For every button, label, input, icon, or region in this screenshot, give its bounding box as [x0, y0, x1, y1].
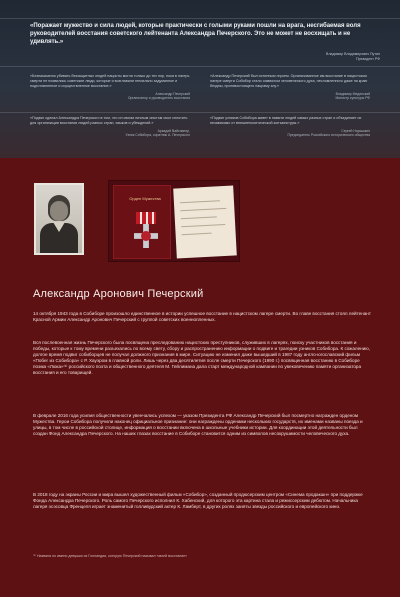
paragraph-recognition: В феврале 2016 года усилия общественности увенчались успехом — указом Президента РФ Александр Печерский был посмертно награжден орденом Мужества. Герои Собибора получили наконец официальное признание: они награждены орденами нескольких государств, их именами названы поезда и улицы, в том числе в российской столице, информация о восстании включена в школьные учебники истории. Для координации этой деятельности был создан Фонд Александра Печерского. На наших глазах восстание в Собиборе становится одним из символов несокрушимости человеческого духа. [33, 413, 363, 436]
quote-block [30, 74, 190, 101]
quote-author: Сергей Нарышкин Председатель Российского исторического общества [287, 129, 370, 138]
quote-author: Владимир Мединский Министр культуры РФ [335, 92, 370, 101]
quote-text: «Александр Печерский был истинным героем. Организованное им восстание в нацистском лагере смерти Собибор стало символом человеческого духа, несломленного даже на краю бездны, противостоящего нацизму злу.» [210, 74, 368, 88]
lead-quote-role: Президент РФ [356, 56, 380, 61]
quote-author: Александр Печерский Организатор и руководитель восстания [127, 92, 190, 101]
quote-text: «Безнаказанно убивать беззащитных людей нацисты могли только до тех пор, пока в лагерь смерти не появились советские люди, которые и возглавили гениально задуманное и подготовленное и осуществленное восстание.» [30, 74, 190, 88]
portrait-photo [34, 183, 84, 255]
paragraph-intro: 14 октября 1943 года в Собиборе произошло единственное в истории успешное восстание в нацистском лагере смерти. Во главе восстания стоял лейтенант Красной Армии Александр Аронович Печерский с группой советских военнопленных. [33, 311, 371, 322]
footnote: ⁽¹⁾ Названа по имени девушки из Голландии, которую Печерский называл «моей восстание» [33, 554, 188, 558]
lead-quote: «Поражает мужество и сила людей, которые практически с голыми руками пошли на врага, несгибаемая воля руководителей восстания советского лейтенанта Александра Печерского. Это не может не восхищать и не удивлять.» [30, 23, 361, 45]
quote-text: «Подвиг узников Собибора живет в памяти людей самых разных стран и объединяет их независимо от внешнеполитической конъюнктуры.» [210, 116, 362, 125]
lead-quote-author: Владимир Владимирович Путин [326, 52, 380, 56]
quote-author: Аркадий Вайспапир, Узник Собибора, соратник А. Печерского [125, 129, 190, 138]
award-box [113, 185, 171, 259]
order-of-courage-photo [108, 180, 240, 262]
quote-block [30, 116, 190, 138]
ribbon-icon [136, 212, 156, 224]
person-name: Александр Аронович Печерский [33, 288, 204, 300]
quotes-band [0, 0, 400, 158]
quote-block [210, 116, 370, 138]
award-box-label: Орден Мужества [129, 196, 161, 201]
paragraph-film: В 2018 году на экраны России и мира вышел художественный фильм «Собибор», созданный продюсерским центром «Синема продакшн» при поддержке Фонда Александра Печерского. Роль самого Печерского исполнил К. Хабенский, для которого эта картина стала и режиссерским дебютом. Начальника лагеря эсэсовца Френцеля играет знаменитый голливудский актер К. Ламберт, в других ролях заняты звезды российского и европейского кино. [33, 492, 363, 509]
paragraph-postwar: Вся послевоенная жизнь Печерского была посвящена преследованию нацистских преступников, служивших в лагерях, поиску участников восстания и победы, которые к тому времени разъехались по всему свету, сбору и распространению информации о подвиге и трагедии узников Собибора. К сожалению, долгое время подвиг собиборцев не получал должного признания в мире. Ситуацию не изменил даже вышедший в 1987 году англо-югославский фильм «Побег из Собибора» с Р. Хауэром в главной роли. Лишь через два десятилетия после смерти Печерского (1990 г.) посвященная восстанию в Собиборе поэма «Люка»⁽¹⁾ российского поэта и общественного деятеля М. Гейлимана дала старт международной кампании по увековечению памяти организатора восстания и его товарищей. [33, 340, 370, 375]
award-certificate [173, 185, 237, 258]
quote-block [210, 74, 370, 101]
medal-center-icon [141, 231, 151, 241]
lead-quote-attribution [326, 52, 380, 61]
quote-text: «Подвиг сделал Александра Печерского в том, что он своим личным опытом смог сплотить для организации восстания людей разных стран, языков и убеждений.» [30, 116, 188, 125]
